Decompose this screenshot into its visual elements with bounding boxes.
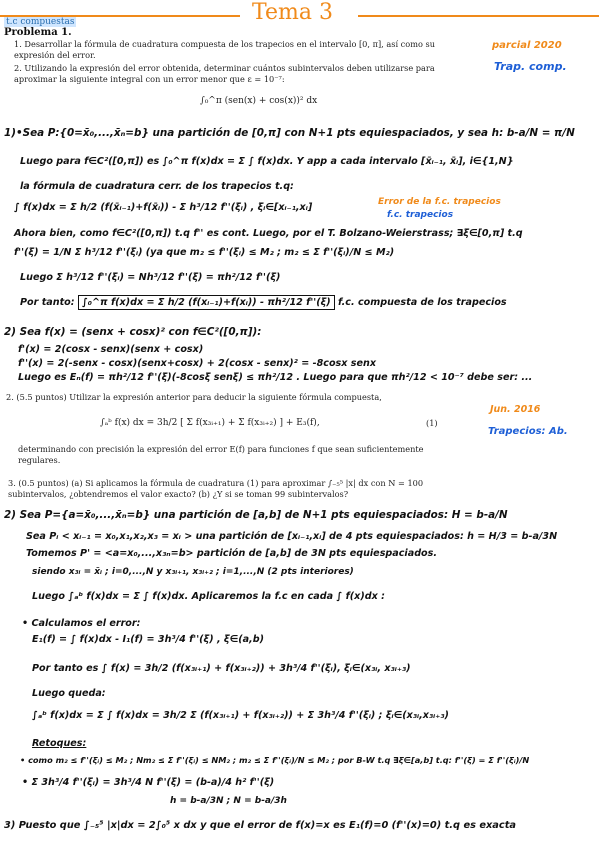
hand-line-11: f''(x) = 2(-senx - cosx)(senx+cosx) + 2(cosx - senx)² = -8cosx senx [18,358,377,369]
composite-formula: ∫ₐᵇ f(x) dx = 3h/2 [ Σ f(x₃ᵢ₊₁) + Σ f(x₃ᵢ₊₂) ] + E₃(f), [100,418,320,428]
hand-line-1: 1)•Sea P:{0=x̄₀,...,x̄ₙ=b} una partición de [0,π] con N+1 pts equiespaciados, y sea h: b-a/N = π/N [4,127,575,139]
hand-line-18: • Calculamos el error: [22,618,141,629]
exam-note-2016: Jun. 2016 [490,404,541,415]
hand-line-3: la fórmula de cuadratura cerr. de los trapecios t.q: [20,181,294,192]
hand-line-26: h = b-a/3N ; N = b-a/3h [170,796,287,806]
question-1: 1. Desarrollar la fórmula de cuadratura compuesta de los trapecios en el intervalo [0, π], así como su expresión del error. [14,39,435,60]
note-error-trapecios: Error de la f.c. trapecios [378,197,501,207]
hand-line-16: siendo x₃ᵢ = x̄ᵢ ; i=0,...,N y x₃ᵢ₊₁, x₃ᵢ₊₂ ; i=1,...,N (2 pts interiores) [32,567,354,577]
therefore-label: Por tanto: [20,297,75,308]
note-fc-trapecios: f.c. trapecios [387,210,454,220]
hand-line-13: 2) Sea P={a=x̄₀,...,x̄ₙ=b} una partición de [a,b] de N+1 pts equiespaciados: H = b-a/N [4,509,508,521]
formula-caption: f.c. compuesta de los trapecios [337,297,507,308]
hand-line-12: Luego es Eₙ(f) = πh²/12 f''(ξ)(-8cosξ senξ) ≤ πh²/12 . Luego para que πh²/12 < 10⁻⁷ debe ser: ... [18,372,533,383]
hand-line-22: ∫ₐᵇ f(x)dx = Σ ∫ f(x)dx = 3h/2 Σ (f(x₃ᵢ₊₁) + f(x₃ᵢ₊₂)) + Σ 3h³/4 f''(ξᵢ) ; ξᵢ∈(x₃ᵢ,x₃ᵢ₊₃) [32,710,449,721]
target-integral: ∫₀^π (sen(x) + cos(x))² dx [200,96,318,106]
hand-line-21: Luego queda: [32,688,106,699]
hand-line-20: Por tanto es ∫ f(x) = 3h/2 (f(x₃ᵢ₊₁) + f(x₃ᵢ₊₂)) + 3h³/4 f''(ξᵢ), ξᵢ∈(x₃ᵢ, x₃ᵢ₊₃) [32,663,411,674]
question-3b: determinando con precisión la expresión del error E(f) para funciones f que sean suficientemente regulares. [18,444,424,465]
page-title: Tema 3 [252,0,333,25]
question-2: 2. Utilizando la expresión del error obtenida, determinar cuántos subintervalos deben utilizarse para aproximar la siguiente integral con un error menor que ε = 10⁻⁷: [14,63,435,84]
exam-note-trap: Trap. comp. [494,60,567,73]
hand-line-6: f''(ξ) = 1/N Σ h³/12 f''(ξᵢ) (ya que m₂ ≤ f''(ξᵢ) ≤ M₂ ; m₂ ≤ Σ f''(ξᵢ)/N ≤ M₂) [14,247,395,258]
formula-number: (1) [426,418,438,428]
hand-line-19: E₁(f) = ∫ f(x)dx - I₁(f) = 3h³/4 f''(ξ) , ξ∈(a,b) [32,634,264,645]
problem-heading: Problema 1. [4,27,72,38]
hand-line-14: Sea Pᵢ < xᵢ₋₁ = x₀,x₁,x₂,x₃ = xᵢ > una partición de [xᵢ₋₁,xᵢ] de 4 pts equiespaciados: h = H/3 = b-a/3N [26,531,558,542]
hand-line-2: Luego para f∈C²([0,π]) es ∫₀^π f(x)dx = Σ ∫ f(x)dx. Y app a cada intervalo [x̄ᵢ₋₁, x̄ᵢ], i∈{1,N} [20,156,514,167]
hand-line-24: • como m₂ ≤ f''(ξᵢ) ≤ M₂ ; Nm₂ ≤ Σ f''(ξᵢ) ≤ NM₂ ; m₂ ≤ Σ f''(ξᵢ)/N ≤ M₂ ; por B-W t.q ∃ξ∈[a,b] t.q: f''(ξ) = Σ f''(ξᵢ)/N [20,755,530,765]
hand-line-17: Luego ∫ₐᵇ f(x)dx = Σ ∫ f(x)dx. Aplicaremos la f.c en cada ∫ f(x)dx : [32,591,385,602]
hand-line-4: ∫ f(x)dx = Σ h/2 (f(x̄ᵢ₋₁)+f(x̄ᵢ)) - Σ h³/12 f''(ξᵢ) , ξᵢ∈[xᵢ₋₁,xᵢ] [14,202,313,213]
hand-line-8 [20,297,507,308]
hand-line-15: Tomemos P' = <a=x₀,...,x₃ₙ=b> partición de [a,b] de 3N pts equiespaciados. [26,548,438,559]
question-3: 2. (5.5 puntos) Utilizar la expresión anterior para deducir la siguiente fórmula compuesta, [6,392,382,402]
hand-line-9: 2) Sea f(x) = (senx + cosx)² con f∈C²([0,π]): [4,326,262,338]
question-4: 3. (0.5 puntos) (a) Si aplicamos la fórmula de cuadratura (1) para aproximar ∫₋₅⁵ |x| dx con N = 100 subintervalos, ¿obtendremos el valor exacto? (b) ¿Y si se toman 99 subintervalos? [8,478,424,499]
exam-note-2020: parcial 2020 [492,40,562,51]
exam-note-trapecios-ab: Trapecios: Ab. [488,426,568,437]
hand-line-7: Luego Σ h³/12 f''(ξᵢ) = Nh³/12 f''(ξ) = πh²/12 f''(ξ) [20,272,281,283]
hand-line-27: 3) Puesto que ∫₋₅⁵ |x|dx = 2∫₀⁵ x dx y que el error de f(x)=x es E₁(f)=0 (f''(x)=0) t.q es exacta [4,820,517,831]
retoques-heading: Retoques: [32,738,87,749]
hand-line-10: f'(x) = 2(cosx - senx)(senx + cosx) [18,344,204,355]
topic-tag: t.c compuestas [6,17,75,27]
hand-line-25: • Σ 3h³/4 f''(ξᵢ) = 3h³/4 N f''(ξ) = (b-a)/4 h² f''(ξ) [22,777,275,788]
hand-line-5: Ahora bien, como f∈C²([0,π]) t.q f'' es cont. Luego, por el T. Bolzano-Weierstrass; ∃ξ∈[0,π] t.q [14,228,523,239]
header-rule-right [358,15,599,17]
boxed-formula: ∫₀^π f(x)dx = Σ h/2 (f(xᵢ₋₁)+f(xᵢ)) - πh²/12 f''(ξ) [78,295,335,310]
